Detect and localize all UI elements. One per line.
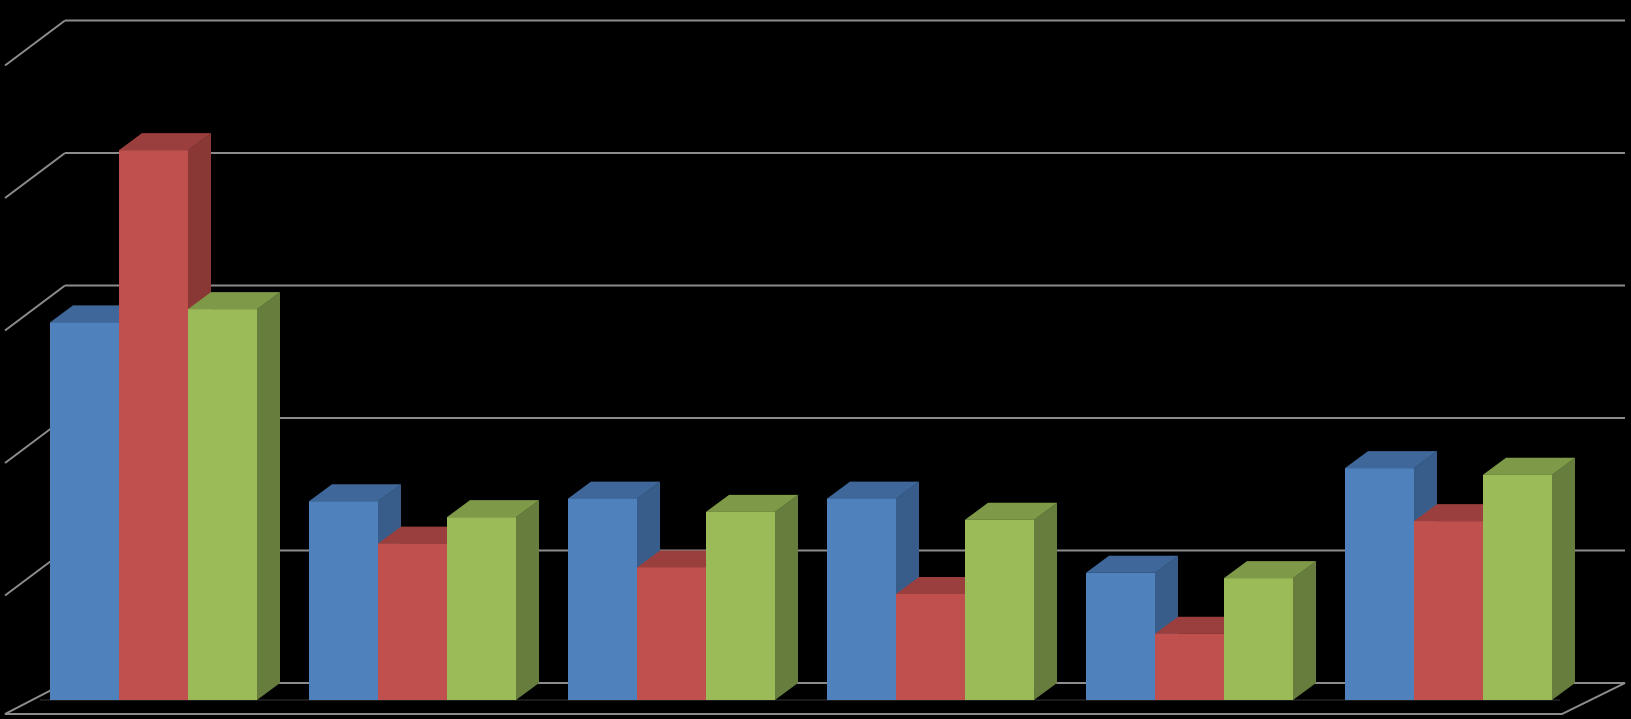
bar-side-s3-c2	[516, 500, 539, 700]
bar-s1-c1	[50, 322, 119, 700]
bar-s1-c3	[568, 499, 637, 700]
bar-s2-c5	[1155, 634, 1224, 700]
bar-s2-c1	[119, 150, 188, 700]
bar-side-s3-c5	[1293, 561, 1316, 700]
bar-side-s3-c6	[1552, 458, 1575, 700]
bar-side-s3-c1	[257, 292, 280, 700]
bar-s2-c2	[378, 544, 447, 700]
bar-side-s3-c4	[1034, 503, 1057, 700]
bar-s1-c6	[1345, 468, 1414, 700]
bar-series-group	[50, 133, 1575, 700]
bar-s1-c4	[827, 499, 896, 700]
bar-s2-c6	[1414, 521, 1483, 700]
bar-s1-c2	[309, 501, 378, 700]
bar-side-s3-c3	[775, 495, 798, 700]
bar-s3-c4	[965, 520, 1034, 700]
bar-s3-c6	[1483, 475, 1552, 700]
bar-s2-c4	[896, 594, 965, 700]
bar-s3-c1	[188, 309, 257, 700]
gridline-wall-5	[5, 21, 65, 66]
gridline-wall-4	[5, 153, 65, 198]
bar-s3-c5	[1224, 578, 1293, 700]
bar-s3-c2	[447, 517, 516, 700]
bar-s2-c3	[637, 568, 706, 701]
bar-s1-c5	[1086, 573, 1155, 700]
bar-s3-c3	[706, 512, 775, 700]
